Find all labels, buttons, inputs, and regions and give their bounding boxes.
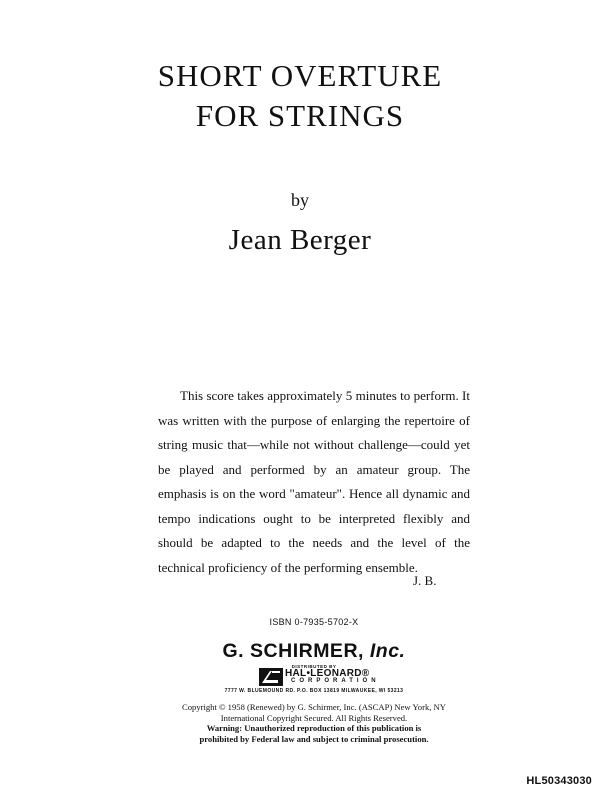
copyright-warning-2: prohibited by Federal law and subject to criminal prosecution. xyxy=(199,733,429,744)
publisher-suffix: Inc. xyxy=(369,640,406,662)
distributed-by-label: DISTRIBUTED BY xyxy=(291,664,337,669)
title-line-1: SHORT OVERTURE xyxy=(157,58,443,93)
note-initials: J. B. xyxy=(413,573,437,588)
isbn: ISBN 0-7935-5702-X xyxy=(269,617,359,627)
publisher-name-text: G. SCHIRMER, xyxy=(222,640,364,662)
catalog-number: HL50343030 xyxy=(526,775,592,787)
hal-leonard-logo xyxy=(259,668,379,688)
publisher-name xyxy=(0,640,600,663)
title-line-2: FOR STRINGS xyxy=(195,98,405,133)
copyright-warning-1: Warning: Unauthorized reproduction of this publication is xyxy=(206,723,422,733)
distributor-corporation: CORPORATION xyxy=(291,678,380,684)
performance-note-text: This score takes approximately 5 minutes to perform. It was written with the purpose of enlarging the repertoire of string music that—while not without challenge—could yet be played and performed by an amateur group. The emphasis is on the word "amateur". Hence all dynamic and tempo indications ought to be interpreted flexibly and should be adapted to the needs and the level of the technical proficiency of the performing ensemble. xyxy=(158,388,470,575)
copyright-block xyxy=(0,702,600,744)
byline: by xyxy=(291,190,309,210)
distributor-address: 7777 W. BLUEMOUND RD. P.O. BOX 13819 MILWAUKEE, WI 53213 xyxy=(224,688,404,694)
distributor-name: HAL•LEONARD® xyxy=(285,668,370,679)
composer-name: Jean Berger xyxy=(228,224,372,256)
copyright-line-1: Copyright © 1958 (Renewed) by G. Schirmer, Inc. (ASCAP) New York, NY xyxy=(182,702,446,712)
hal-leonard-mark-icon xyxy=(259,668,283,686)
copyright-line-2: International Copyright Secured. All Rights Reserved. xyxy=(220,712,408,723)
performance-note xyxy=(158,384,470,580)
page-title xyxy=(0,56,600,136)
